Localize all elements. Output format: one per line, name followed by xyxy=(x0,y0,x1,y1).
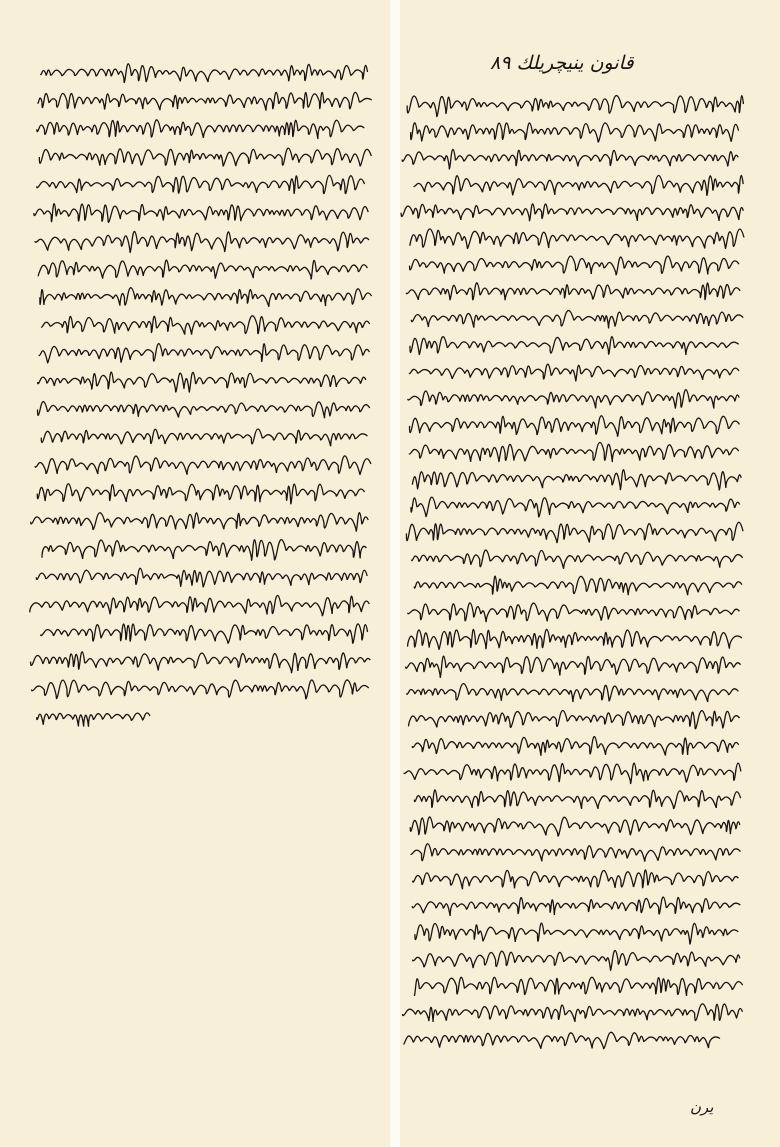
left-page-text-line xyxy=(38,402,370,419)
right-page-text-line xyxy=(408,629,742,649)
left-page-text-line xyxy=(35,231,369,252)
right-page-text-line xyxy=(410,337,739,355)
left-page-text-line xyxy=(41,316,369,335)
right-page-text-line xyxy=(404,763,741,783)
right-page-text-line xyxy=(408,390,739,409)
right-page-text-line xyxy=(409,364,739,381)
right-page-text-line xyxy=(412,737,738,756)
left-page-text-line xyxy=(42,540,366,561)
catchword: يرن xyxy=(690,1098,714,1116)
right-page-text-line xyxy=(414,576,742,595)
left-page-text-line xyxy=(37,120,364,139)
right-page-text-line xyxy=(410,416,740,437)
right-page-text-line xyxy=(409,443,738,463)
right-page-text-line xyxy=(410,256,739,275)
right-page-text-line xyxy=(413,951,740,971)
left-page-text-line xyxy=(41,429,367,446)
right-page-text-line xyxy=(412,550,743,569)
right-page-text-line xyxy=(406,283,740,300)
left-page-text-line xyxy=(30,595,370,615)
right-page-text-line xyxy=(409,710,740,728)
left-page-text-line xyxy=(34,204,368,223)
right-page-text-line xyxy=(411,844,741,862)
right-page-text-line xyxy=(411,123,739,142)
left-page-text-line xyxy=(41,64,368,83)
right-page-text-line xyxy=(412,897,740,916)
right-page-text-line xyxy=(407,96,743,117)
left-page-text-line xyxy=(37,484,364,504)
right-page-text-line xyxy=(414,175,743,195)
right-page-text-line xyxy=(403,1004,743,1022)
left-page-text-line xyxy=(40,288,372,307)
left-page-text-line xyxy=(39,344,369,363)
left-page-text-line xyxy=(32,680,369,699)
left-page-text-line xyxy=(37,175,365,193)
page-header: قانون ينيچريلك ٨٩ xyxy=(490,52,634,74)
left-page-text-line xyxy=(38,372,366,392)
left-page-text-line xyxy=(37,713,150,727)
right-page-text-line xyxy=(410,229,744,248)
right-page-text-line xyxy=(415,923,738,944)
right-page-text-line xyxy=(414,977,742,996)
left-page-text-line xyxy=(38,92,372,110)
left-page-text-line xyxy=(31,652,371,673)
right-page-text-line xyxy=(411,497,740,517)
right-page-text-line xyxy=(407,684,739,702)
right-page-text-line xyxy=(401,204,743,221)
right-page-text-line xyxy=(402,149,738,168)
right-page-text-line xyxy=(408,603,740,622)
right-page-text-line xyxy=(406,656,741,677)
right-page-text-line xyxy=(406,522,743,542)
left-page-text-line xyxy=(41,624,368,643)
right-page-text-line xyxy=(404,1032,720,1048)
right-page-text-line xyxy=(412,470,741,490)
right-page-text-line xyxy=(411,310,743,328)
left-page-text-line xyxy=(31,513,369,532)
left-page-text-line xyxy=(38,260,367,279)
right-page-text-line xyxy=(410,817,740,836)
left-page-text-line xyxy=(39,148,371,166)
right-page-text-line xyxy=(414,790,740,809)
left-page-text-line xyxy=(36,568,367,587)
left-page-text-line xyxy=(35,456,371,475)
right-page-text-line xyxy=(413,870,739,889)
